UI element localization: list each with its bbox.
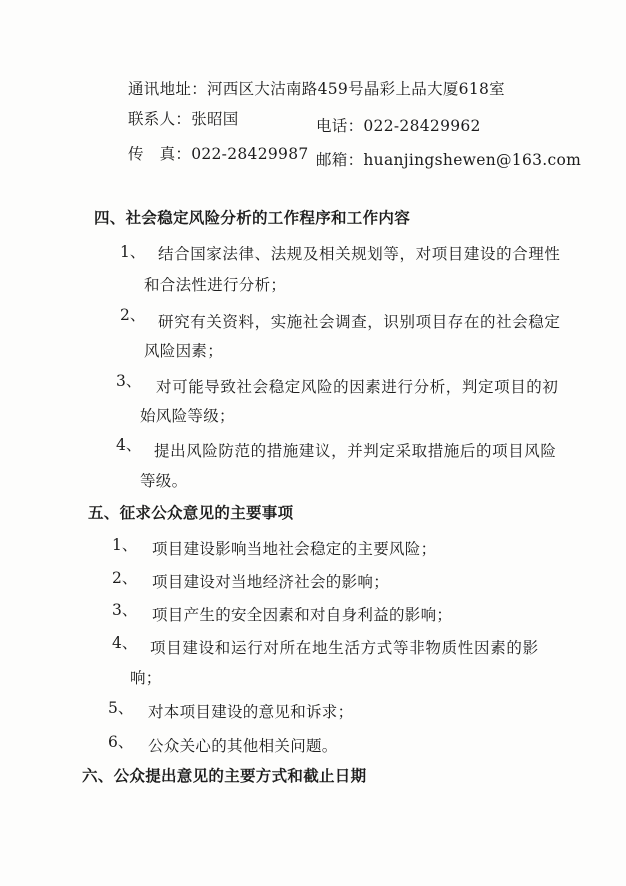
s4-item-4-line1: 提出风险防范的措施建议，并判定采取措施后的项目风险: [154, 442, 557, 460]
s5-item-2-number: 2、: [112, 569, 138, 587]
s4-item-4-number: 4、: [116, 436, 142, 454]
s4-item-4-line2: 等级。: [140, 472, 188, 490]
s5-item-4-line1: 项目建设和运行对所在地生活方式等非物质性因素的影: [150, 639, 539, 657]
s5-item-3-number: 3、: [112, 601, 138, 619]
s5-item-6-line1: 公众关心的其他相关问题。: [148, 737, 338, 755]
s4-item-2-line1: 研究有关资料，实施社会调查，识别项目存在的社会稳定: [158, 313, 561, 331]
section-5-heading: 五、征求公众意见的主要事项: [88, 503, 294, 522]
section-6-heading: 六、公众提出意见的主要方式和截止日期: [82, 766, 367, 785]
s4-item-2-number: 2、: [120, 306, 146, 324]
s4-item-3-line1: 对可能导致社会稳定风险的因素进行分析，判定项目的初: [156, 378, 559, 396]
s4-item-1-line2: 和合法性进行分析；: [144, 276, 287, 294]
s5-item-1-line1: 项目建设影响当地社会稳定的主要风险；: [152, 540, 437, 558]
s5-item-5-number: 5、: [108, 699, 134, 717]
s4-item-3-number: 3、: [116, 372, 142, 390]
s5-item-4-number: 4、: [112, 634, 138, 652]
s5-item-5-line1: 对本项目建设的意见和诉求；: [148, 703, 354, 721]
contact-person: 联系人：张昭国: [128, 110, 239, 128]
s4-item-2-line2: 风险因素；: [144, 342, 224, 360]
contact-phone: 电话：022-28429962: [316, 117, 481, 135]
contact-address: 通讯地址：河西区大沽南路459号晶彩上品大厦618室: [128, 80, 505, 98]
s5-item-6-number: 6、: [108, 733, 134, 751]
s5-item-4-line2: 响；: [130, 669, 162, 687]
s5-item-1-number: 1、: [112, 536, 138, 554]
contact-email: 邮箱：huanjingshewen@163.com: [316, 151, 582, 169]
section-4-heading: 四、社会稳定风险分析的工作程序和工作内容: [94, 208, 411, 227]
s5-item-2-line1: 项目建设对当地经济社会的影响；: [152, 573, 390, 591]
s4-item-3-line2: 始风险等级；: [140, 407, 235, 425]
contact-fax: 传 真：022-28429987: [128, 145, 309, 163]
s4-item-1-number: 1、: [120, 243, 146, 261]
s4-item-1-line1: 结合国家法律、法规及相关规划等，对项目建设的合理性: [158, 245, 561, 263]
s5-item-3-line1: 项目产生的安全因素和对自身利益的影响；: [152, 606, 453, 624]
